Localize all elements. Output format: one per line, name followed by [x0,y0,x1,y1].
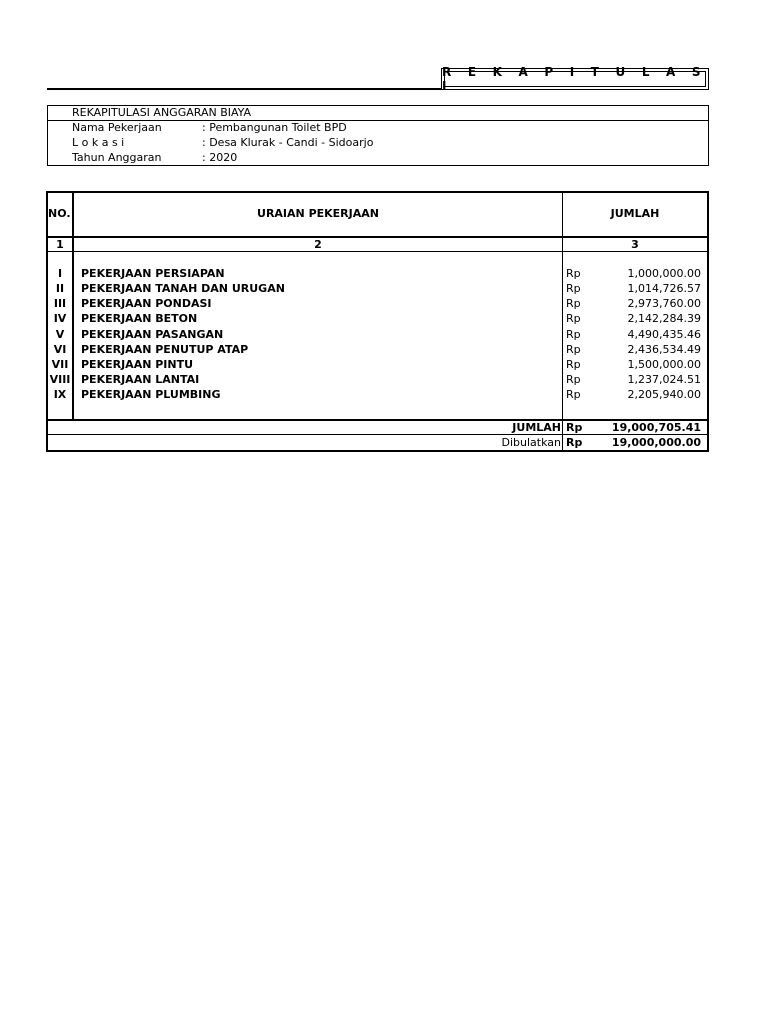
header-jumlah: JUMLAH [610,207,660,220]
info-value-tahun-anggaran: : 2020 [202,151,238,164]
item-no: VI [53,343,67,356]
item-currency: Rp [566,343,581,356]
item-currency: Rp [566,312,581,325]
item-no: IV [53,312,67,325]
item-amount: 2,436,534.49 [627,343,701,356]
item-amount: 1,000,000.00 [627,267,701,280]
item-uraian: PEKERJAAN PLUMBING [81,388,221,401]
item-uraian: PEKERJAAN PONDASI [81,297,212,310]
item-amount: 2,973,760.00 [627,297,701,310]
item-currency: Rp [566,282,581,295]
item-currency: Rp [566,267,581,280]
info-heading: REKAPITULASI ANGGARAN BIAYA [72,106,252,119]
rounded-label: Dibulatkan [501,436,561,449]
item-no: III [53,297,67,310]
table-bottom-border [46,450,709,452]
rekap-table [46,191,709,453]
item-amount: 1,237,024.51 [627,373,701,386]
colnum-3: 3 [631,238,639,251]
item-no: IX [53,388,67,401]
item-currency: Rp [566,297,581,310]
total-label: JUMLAH [512,421,561,434]
item-uraian: PEKERJAAN LANTAI [81,373,200,386]
total-currency: Rp [566,421,583,434]
info-value-nama-pekerjaan: : Pembangunan Toilet BPD [202,121,347,134]
item-amount: 1,500,000.00 [627,358,701,371]
title-underline [47,88,442,90]
item-currency: Rp [566,358,581,371]
page-title: R E K A P I T U L A S I [441,68,709,90]
item-uraian: PEKERJAAN PASANGAN [81,328,224,341]
item-no: VII [51,358,69,371]
item-no: II [55,282,65,295]
item-amount: 4,490,435.46 [627,328,701,341]
item-currency: Rp [566,388,581,401]
no-column-divider [72,191,74,420]
item-uraian: PEKERJAAN BETON [81,312,198,325]
item-uraian: PEKERJAAN PINTU [81,358,194,371]
table-right-border [707,191,709,452]
item-amount: 1,014,726.57 [627,282,701,295]
item-currency: Rp [566,328,581,341]
rounded-currency: Rp [566,436,583,449]
item-uraian: PEKERJAAN TANAH DAN URUGAN [81,282,285,295]
item-currency: Rp [566,373,581,386]
item-no: VIII [49,373,71,386]
header-uraian: URAIAN PEKERJAAN [257,207,379,220]
header-no: NO. [48,207,71,220]
item-no: V [55,328,65,341]
item-uraian: PEKERJAAN PENUTUP ATAP [81,343,249,356]
table-top-border [46,191,709,193]
rounded-amount: 19,000,000.00 [611,436,701,449]
info-value-lokasi: : Desa Klurak - Candi - Sidoarjo [202,136,374,149]
item-amount: 2,205,940.00 [627,388,701,401]
info-label-tahun-anggaran: Tahun Anggaran [72,151,162,164]
jumlah-column-divider [562,191,563,452]
colnum-2: 2 [314,238,322,251]
info-label-nama-pekerjaan: Nama Pekerjaan [72,121,162,134]
item-amount: 2,142,284.39 [627,312,701,325]
item-no: I [57,267,63,280]
info-label-lokasi: L o k a s i [72,136,125,149]
item-uraian: PEKERJAAN PERSIAPAN [81,267,225,280]
total-amount: 19,000,705.41 [611,421,701,434]
colnum-1: 1 [56,238,64,251]
